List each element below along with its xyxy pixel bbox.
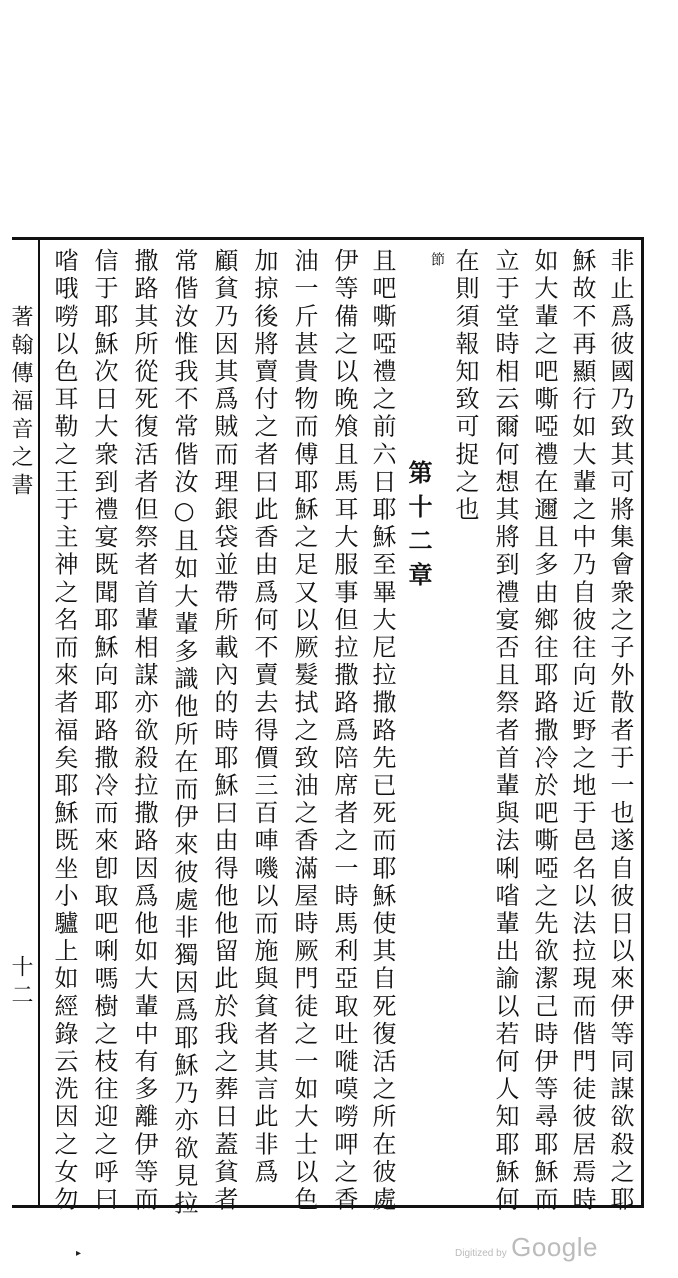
left-margin-rule (38, 237, 40, 1205)
text-column-15: 㗂哦嘮以色耳勒之王于主神之名而來者福矣耶穌既坐小驢上如經錄云洗因之女勿 (50, 248, 78, 1214)
watermark-prefix: Digitized by (455, 1248, 507, 1259)
right-border-rule (641, 237, 644, 1205)
text-column-5: 在則須報知致可捉之也 (451, 248, 479, 524)
text-column-10: 加掠後將賣付之者曰此香由爲何不賣去得價三百唓嘰以而施與貧者其言此非爲 (250, 248, 278, 1187)
text-column-11: 顧貧乃因其爲賊而理銀袋並帶所載內的時耶穌曰由得他他留此於我之葬日蓋貧者 (210, 248, 238, 1214)
text-column-14: 信于耶穌次日大衆到禮宴既聞耶穌向耶路撒冷而來卽取吧唎嗎樹之枝往迎之呼曰 (90, 248, 118, 1214)
verse-side-note: 節 (429, 252, 445, 266)
corner-mark-icon: ▸ (76, 1248, 82, 1259)
text-column-13: 撒路其所從死復活者但祭者首輩相謀亦欲殺拉撒路因爲他如大輩中有多離伊等而 (130, 248, 158, 1214)
text-column-12: 常偕汝惟我不常偕汝○且如大輩多識他所在而伊來彼處非獨因爲耶穌乃亦欲見拉 (170, 248, 198, 1218)
running-title: 著翰傳福音之書 (8, 305, 33, 501)
text-column-7: 且吧嘶啞禮之前六日耶穌至畢大尼拉撒路先已死而耶穌使其自死復活之所在彼處 (368, 248, 396, 1214)
digitization-watermark (455, 1232, 598, 1263)
watermark-brand: Google (511, 1232, 598, 1262)
text-column-4: 立于堂時相云爾何想其將到禮宴否且祭者首輩與法唎㗂輩出諭以若何人知耶穌何 (491, 248, 519, 1214)
text-column-3: 如大輩之吧嘶啞禮在邇且多由鄉往耶路撒冷於吧嘶啞之先欲潔己時伊等尋耶穌而 (530, 248, 558, 1214)
text-column-2: 穌故不再顯行如大輩之中乃自彼往向近野之地于邑名以法拉現而偕門徒彼居焉時 (568, 248, 596, 1214)
page-number: 十二 (8, 955, 33, 1011)
chapter-heading: 第十二章 (404, 460, 433, 596)
text-column-1: 非止爲彼國乃致其可將集會衆之子外散者于一也遂自彼日以來伊等同謀欲殺之耶 (606, 248, 634, 1214)
text-column-9: 油一斤甚貴物而傅耶穌之足又以厥髮拭之致油之香滿屋時厥門徒之一如大士以色 (290, 248, 318, 1214)
text-column-8: 伊等備之以晚飧且馬耳大服事但拉撒路爲陪席者之一時馬利亞取吐嘥嗼嘮呷之香 (330, 248, 358, 1214)
